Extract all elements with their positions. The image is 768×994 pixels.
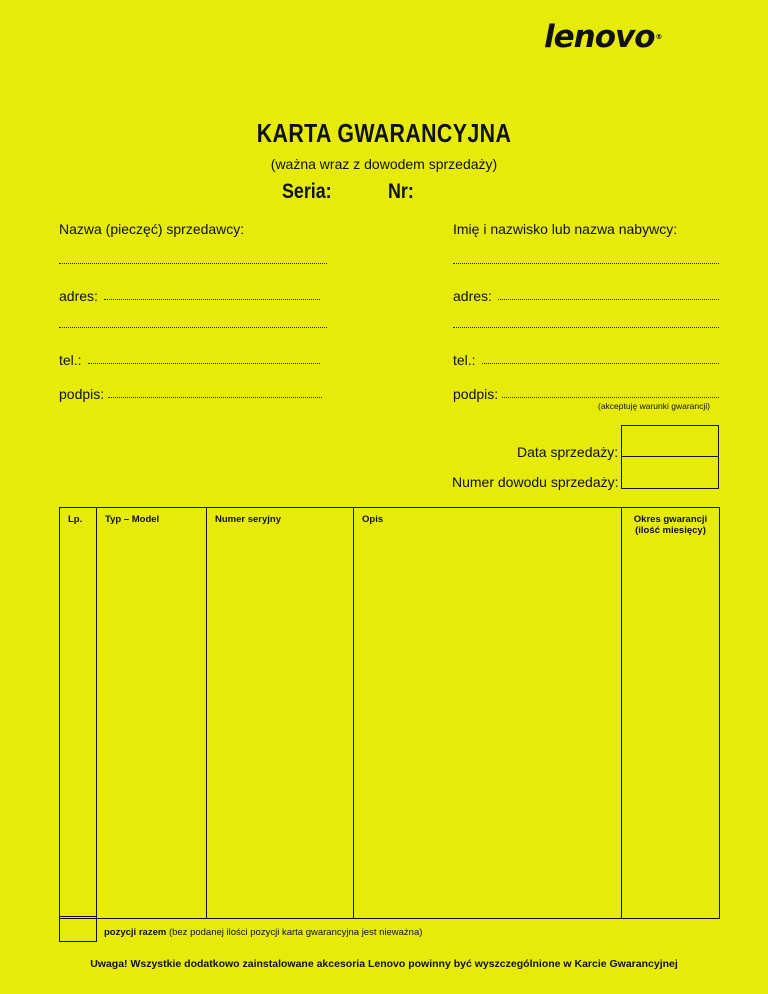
buyer-address-line-1[interactable] — [498, 299, 719, 300]
buyer-signature-line[interactable] — [502, 397, 719, 398]
seria-label: Seria: — [282, 180, 332, 203]
items-table — [59, 507, 720, 919]
buyer-phone-line[interactable] — [482, 363, 719, 364]
cell-serial-number[interactable] — [207, 550, 354, 919]
table-header-row — [60, 508, 720, 551]
receipt-number-label: Numer dowodu sprzedaży: — [452, 474, 619, 490]
lenovo-logo — [544, 19, 744, 55]
column-header-description: Opis — [354, 508, 622, 551]
column-header-lp: Lp. — [60, 508, 97, 551]
seller-name-line[interactable] — [59, 263, 327, 264]
items-total-label: pozycji razem — [104, 927, 167, 938]
items-total-explanation: (bez podanej ilości pozycji karta gwarancyjna jest nieważna) — [168, 927, 423, 938]
nr-label: Nr: — [388, 180, 414, 203]
registered-mark: ® — [655, 33, 662, 41]
column-header-type-model: Typ – Model — [97, 508, 207, 551]
table-row — [60, 550, 720, 919]
buyer-name-line[interactable] — [453, 263, 719, 264]
seller-phone-line[interactable] — [88, 363, 320, 364]
sale-date-box[interactable] — [621, 425, 719, 457]
page-title: KARTA GWARANCYJNA — [256, 118, 512, 148]
seller-address-line-2[interactable] — [59, 327, 327, 328]
column-header-serial-number: Numer seryjny — [207, 508, 354, 551]
cell-description[interactable] — [354, 550, 622, 919]
buyer-address-line-2[interactable] — [453, 327, 719, 328]
items-total-box[interactable] — [59, 916, 97, 942]
seller-phone-label: tel.: — [59, 352, 82, 368]
column-header-warranty-period: Okres gwarancji (ilość miesięcy) — [622, 508, 720, 551]
buyer-heading: Imię i nazwisko lub nazwa nabywcy: — [453, 221, 678, 237]
seller-signature-line[interactable] — [108, 397, 322, 398]
seller-address-line-1[interactable] — [104, 299, 320, 300]
cell-type-model[interactable] — [97, 550, 207, 919]
sale-date-label: Data sprzedaży: — [517, 444, 619, 460]
seller-heading: Nazwa (pieczęć) sprzedawcy: — [59, 221, 245, 237]
buyer-signature-label: podpis: — [453, 386, 499, 402]
logo-text: lenovo — [544, 19, 655, 55]
seller-signature-label: podpis: — [59, 386, 105, 402]
warning-note: Uwaga! Wszystkie dodatkowo zainstalowane akcesoria Lenovo powinny być wyszczególnione w Karcie Gwarancyjnej — [90, 958, 678, 970]
seller-address-label: adres: — [59, 288, 98, 304]
items-total-note — [104, 927, 422, 938]
page-subtitle: (ważna wraz z dowodem sprzedaży) — [270, 156, 498, 172]
receipt-number-box[interactable] — [621, 456, 719, 489]
buyer-phone-label: tel.: — [453, 352, 476, 368]
buyer-signature-note: (akceptuję warunki gwarancji) — [598, 401, 710, 411]
buyer-address-label: adres: — [453, 288, 492, 304]
cell-warranty-period[interactable] — [622, 550, 720, 919]
cell-lp[interactable] — [60, 550, 97, 919]
